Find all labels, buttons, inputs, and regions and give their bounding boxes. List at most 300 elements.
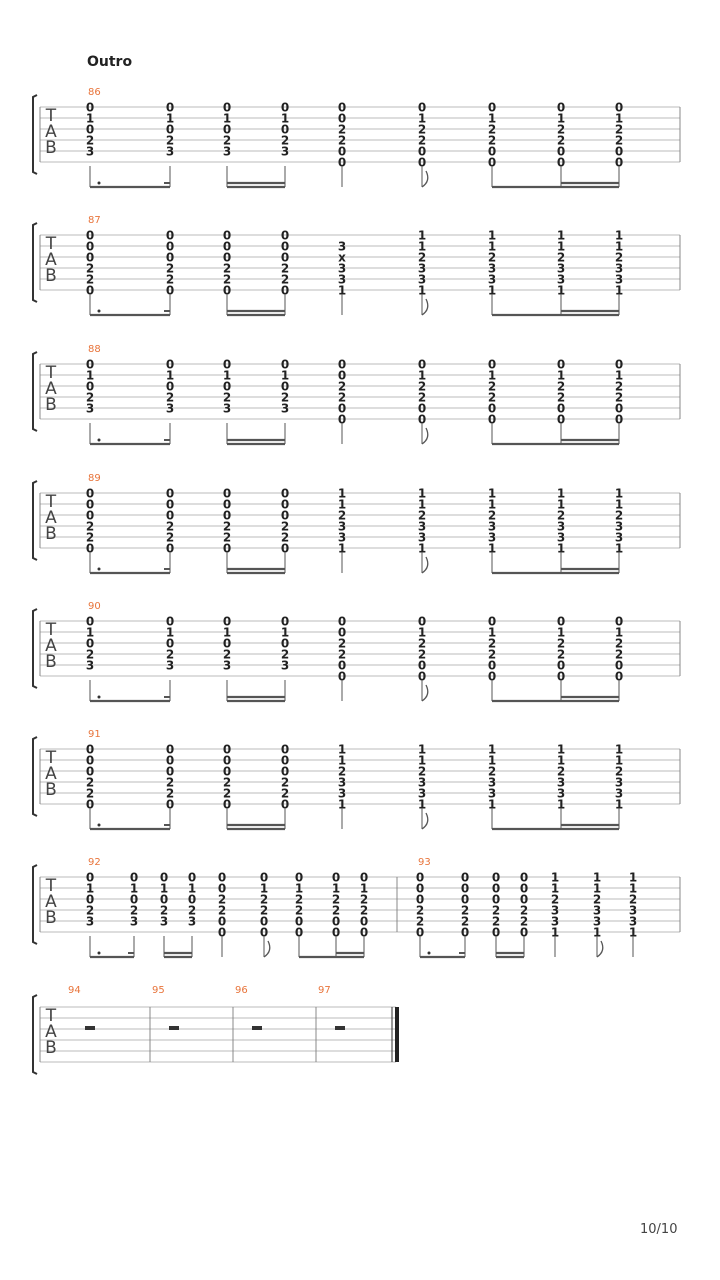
fret-number: 1 bbox=[417, 111, 427, 126]
measure-number: 87 bbox=[88, 215, 101, 226]
fret-number: 1 bbox=[417, 625, 427, 640]
fret-number: 0 bbox=[159, 892, 169, 907]
fret-number: 0 bbox=[259, 925, 269, 940]
fret-number: 0 bbox=[280, 100, 290, 115]
fret-number: 2 bbox=[417, 250, 427, 265]
fret-number: 1 bbox=[550, 870, 560, 885]
fret-number: 0 bbox=[259, 914, 269, 929]
fret-number: 1 bbox=[614, 228, 624, 243]
fret-number: 0 bbox=[165, 250, 175, 265]
fret-number: 2 bbox=[614, 390, 624, 405]
fret-number: 0 bbox=[487, 357, 497, 372]
fret-number: 2 bbox=[85, 133, 95, 148]
fret-number: 2 bbox=[487, 508, 497, 523]
fret-number: 0 bbox=[217, 870, 227, 885]
tab-clef-letter: B bbox=[45, 266, 57, 286]
fret-number: 0 bbox=[222, 764, 232, 779]
fret-number: 1 bbox=[417, 239, 427, 254]
fret-number: 1 bbox=[556, 541, 566, 556]
fret-number: 1 bbox=[550, 881, 560, 896]
fret-number: 0 bbox=[337, 100, 347, 115]
fret-number: 2 bbox=[614, 122, 624, 137]
fret-number: 1 bbox=[165, 625, 175, 640]
fret-number: 3 bbox=[614, 261, 624, 276]
fret-number: 0 bbox=[491, 870, 501, 885]
fret-number: 3 bbox=[487, 519, 497, 534]
fret-number: 1 bbox=[165, 111, 175, 126]
fret-number: 2 bbox=[337, 508, 347, 523]
fret-number: 3 bbox=[556, 261, 566, 276]
fret-number: 2 bbox=[280, 390, 290, 405]
fret-number: 2 bbox=[337, 636, 347, 651]
fret-number: 2 bbox=[222, 272, 232, 287]
fret-number: 2 bbox=[222, 775, 232, 790]
fret-number: 1 bbox=[417, 497, 427, 512]
half-rest bbox=[85, 1026, 95, 1030]
fret-number: 2 bbox=[280, 775, 290, 790]
fret-number: 0 bbox=[222, 357, 232, 372]
fret-number: 3 bbox=[556, 519, 566, 534]
tab-clef-letter: A bbox=[45, 379, 57, 399]
fret-number: 1 bbox=[85, 368, 95, 383]
fret-number: 2 bbox=[337, 764, 347, 779]
fret-number: 2 bbox=[556, 390, 566, 405]
fret-number: 0 bbox=[556, 401, 566, 416]
fret-number: 0 bbox=[280, 228, 290, 243]
fret-number: 3 bbox=[614, 519, 624, 534]
fret-number: 0 bbox=[85, 283, 95, 298]
measure-number: 91 bbox=[88, 729, 101, 740]
fret-number: 1 bbox=[85, 111, 95, 126]
fret-number: 0 bbox=[460, 881, 470, 896]
fret-number: 0 bbox=[165, 100, 175, 115]
fret-number: 2 bbox=[614, 250, 624, 265]
fret-number: 2 bbox=[614, 647, 624, 662]
fret-number: 2 bbox=[222, 133, 232, 148]
fret-number: 0 bbox=[85, 508, 95, 523]
fret-number: 0 bbox=[280, 636, 290, 651]
fret-number: 0 bbox=[165, 357, 175, 372]
fret-number: 2 bbox=[337, 379, 347, 394]
fret-number: 0 bbox=[165, 497, 175, 512]
fret-number: 0 bbox=[165, 122, 175, 137]
fret-number: 0 bbox=[359, 925, 369, 940]
fret-number: 2 bbox=[85, 775, 95, 790]
tab-system-6 bbox=[33, 729, 680, 829]
fret-number: 1 bbox=[628, 881, 638, 896]
fret-number: 0 bbox=[280, 122, 290, 137]
fret-number: 2 bbox=[417, 508, 427, 523]
fret-number: 2 bbox=[165, 390, 175, 405]
system-bracket bbox=[33, 223, 37, 302]
fret-number: 3 bbox=[550, 914, 560, 929]
fret-number: 1 bbox=[337, 541, 347, 556]
fret-number: 0 bbox=[415, 870, 425, 885]
fret-number: 0 bbox=[165, 797, 175, 812]
fret-number: 2 bbox=[165, 261, 175, 276]
fret-number: 0 bbox=[165, 508, 175, 523]
fret-number: 3 bbox=[337, 775, 347, 790]
fret-number: 2 bbox=[337, 133, 347, 148]
fret-number: 0 bbox=[165, 379, 175, 394]
fret-number: 0 bbox=[556, 144, 566, 159]
fret-number: 2 bbox=[491, 914, 501, 929]
note-flag bbox=[264, 941, 270, 957]
fret-number: 0 bbox=[280, 357, 290, 372]
fret-number: 2 bbox=[280, 272, 290, 287]
fret-number: 1 bbox=[487, 228, 497, 243]
fret-number: 0 bbox=[417, 412, 427, 427]
fret-number: 1 bbox=[614, 368, 624, 383]
fret-number: 3 bbox=[85, 914, 95, 929]
tab-system-3 bbox=[33, 344, 680, 444]
fret-number: 0 bbox=[415, 925, 425, 940]
fret-number: 0 bbox=[222, 100, 232, 115]
fret-number: 0 bbox=[417, 100, 427, 115]
fret-number: 0 bbox=[415, 892, 425, 907]
fret-number: 0 bbox=[165, 636, 175, 651]
fret-number: 3 bbox=[337, 786, 347, 801]
fret-number: 1 bbox=[85, 625, 95, 640]
fret-number: 0 bbox=[331, 925, 341, 940]
note-flag bbox=[422, 813, 428, 829]
fret-number: 2 bbox=[337, 122, 347, 137]
fret-number: 0 bbox=[85, 742, 95, 757]
fret-number: 0 bbox=[85, 636, 95, 651]
fret-number: 3 bbox=[280, 401, 290, 416]
fret-number: 0 bbox=[417, 155, 427, 170]
page-number: 10/10 bbox=[640, 1222, 678, 1237]
fret-number: 2 bbox=[337, 647, 347, 662]
fret-number: 0 bbox=[85, 250, 95, 265]
fret-number: 0 bbox=[487, 658, 497, 673]
fret-number: 2 bbox=[491, 903, 501, 918]
tab-clef-letter: T bbox=[45, 106, 57, 126]
fret-number: 2 bbox=[487, 379, 497, 394]
fret-number: 2 bbox=[222, 519, 232, 534]
fret-number: 1 bbox=[614, 742, 624, 757]
fret-number: 1 bbox=[417, 541, 427, 556]
fret-number: 1 bbox=[487, 753, 497, 768]
fret-number: 0 bbox=[280, 797, 290, 812]
fret-number: 0 bbox=[165, 228, 175, 243]
fret-number: 2 bbox=[550, 892, 560, 907]
fret-number: 1 bbox=[592, 870, 602, 885]
fret-number: 0 bbox=[614, 357, 624, 372]
fret-number: 1 bbox=[417, 368, 427, 383]
fret-number: 0 bbox=[487, 614, 497, 629]
fret-number: 3 bbox=[487, 786, 497, 801]
note-flag bbox=[422, 557, 428, 573]
fret-number: 3 bbox=[337, 530, 347, 545]
tab-system-8 bbox=[33, 985, 399, 1074]
fret-number: 0 bbox=[331, 914, 341, 929]
fret-number: 0 bbox=[337, 144, 347, 159]
fret-number: 2 bbox=[165, 775, 175, 790]
fret-number: 3 bbox=[337, 239, 347, 254]
fret-number: 0 bbox=[487, 412, 497, 427]
tab-clef-letter: B bbox=[45, 1038, 57, 1058]
tab-system-4 bbox=[33, 473, 680, 573]
fret-number: 2 bbox=[165, 272, 175, 287]
fret-number: 2 bbox=[556, 133, 566, 148]
fret-number: 3 bbox=[550, 903, 560, 918]
fret-number: 1 bbox=[556, 625, 566, 640]
fret-number: 0 bbox=[85, 486, 95, 501]
fret-number: 0 bbox=[460, 870, 470, 885]
fret-number: 2 bbox=[417, 764, 427, 779]
note-flag bbox=[422, 685, 428, 701]
tab-clef-letter: A bbox=[45, 892, 57, 912]
fret-number: 2 bbox=[187, 903, 197, 918]
fret-number: 0 bbox=[417, 658, 427, 673]
tab-clef-letter: B bbox=[45, 652, 57, 672]
fret-number: 0 bbox=[222, 497, 232, 512]
fret-number: 0 bbox=[359, 870, 369, 885]
fret-number: 1 bbox=[556, 797, 566, 812]
fret-number: 0 bbox=[222, 379, 232, 394]
fret-number: 0 bbox=[337, 614, 347, 629]
fret-number: 3 bbox=[556, 775, 566, 790]
dot-mark bbox=[98, 568, 101, 571]
fret-number: 0 bbox=[556, 100, 566, 115]
fret-number: 0 bbox=[85, 239, 95, 254]
fret-number: 2 bbox=[165, 530, 175, 545]
fret-number: 0 bbox=[85, 797, 95, 812]
fret-number: 0 bbox=[165, 764, 175, 779]
tab-clef-letter: A bbox=[45, 1022, 57, 1042]
fret-number: 0 bbox=[417, 669, 427, 684]
fret-number: 1 bbox=[550, 925, 560, 940]
fret-number: 1 bbox=[487, 742, 497, 757]
fret-number: 0 bbox=[159, 870, 169, 885]
fret-number: 2 bbox=[294, 892, 304, 907]
fret-number: 2 bbox=[85, 390, 95, 405]
fret-number: 3 bbox=[222, 658, 232, 673]
fret-number: 0 bbox=[280, 486, 290, 501]
fret-number: 0 bbox=[222, 753, 232, 768]
tab-clef-letter: T bbox=[45, 363, 57, 383]
tab-clef-letter: T bbox=[45, 1006, 57, 1026]
fret-number: 0 bbox=[487, 669, 497, 684]
fret-number: 2 bbox=[222, 261, 232, 276]
fret-number: 1 bbox=[556, 111, 566, 126]
tab-system-5 bbox=[33, 601, 680, 701]
fret-number: 0 bbox=[614, 155, 624, 170]
note-flag bbox=[422, 299, 428, 315]
fret-number: 0 bbox=[487, 401, 497, 416]
fret-number: 2 bbox=[222, 390, 232, 405]
fret-number: 2 bbox=[85, 903, 95, 918]
fret-number: 3 bbox=[487, 530, 497, 545]
tab-clef-letter: T bbox=[45, 234, 57, 254]
fret-number: 3 bbox=[417, 272, 427, 287]
fret-number: 2 bbox=[159, 903, 169, 918]
fret-number: 0 bbox=[491, 892, 501, 907]
fret-number: 0 bbox=[165, 283, 175, 298]
fret-number: 1 bbox=[222, 368, 232, 383]
fret-number: 1 bbox=[487, 486, 497, 501]
fret-number: 2 bbox=[85, 786, 95, 801]
fret-number: 0 bbox=[417, 357, 427, 372]
fret-number: 0 bbox=[614, 412, 624, 427]
fret-number: 0 bbox=[331, 870, 341, 885]
fret-number: 0 bbox=[217, 925, 227, 940]
fret-number: 0 bbox=[337, 368, 347, 383]
fret-number: 0 bbox=[280, 239, 290, 254]
fret-number: 3 bbox=[487, 775, 497, 790]
fret-number: 1 bbox=[337, 797, 347, 812]
fret-number: 1 bbox=[337, 486, 347, 501]
fret-number: 0 bbox=[491, 925, 501, 940]
fret-number: 0 bbox=[294, 914, 304, 929]
fret-number: 2 bbox=[487, 636, 497, 651]
measure-number: 90 bbox=[88, 601, 101, 612]
fret-number: 0 bbox=[556, 614, 566, 629]
fret-number: 0 bbox=[85, 870, 95, 885]
fret-number: 0 bbox=[280, 742, 290, 757]
fret-number: 0 bbox=[614, 658, 624, 673]
fret-number: 0 bbox=[129, 892, 139, 907]
fret-number: 3 bbox=[556, 530, 566, 545]
fret-number: 0 bbox=[85, 497, 95, 512]
fret-number: 0 bbox=[85, 357, 95, 372]
fret-number: 2 bbox=[331, 892, 341, 907]
dot-mark bbox=[98, 182, 101, 185]
fret-number: 0 bbox=[222, 250, 232, 265]
note-flag bbox=[422, 428, 428, 444]
fret-number: 3 bbox=[187, 914, 197, 929]
fret-number: 1 bbox=[259, 881, 269, 896]
dot-mark bbox=[428, 952, 431, 955]
fret-number: 1 bbox=[592, 925, 602, 940]
fret-number: 2 bbox=[614, 636, 624, 651]
fret-number: 2 bbox=[165, 133, 175, 148]
fret-number: 0 bbox=[280, 379, 290, 394]
fret-number: 3 bbox=[487, 272, 497, 287]
fret-number: 1 bbox=[337, 497, 347, 512]
measure-number: 97 bbox=[318, 985, 331, 996]
fret-number: 0 bbox=[280, 508, 290, 523]
fret-number: 0 bbox=[519, 881, 529, 896]
fret-number: 3 bbox=[417, 786, 427, 801]
half-rest bbox=[252, 1026, 262, 1030]
fret-number: 2 bbox=[259, 903, 269, 918]
fret-number: 3 bbox=[165, 144, 175, 159]
fret-number: 2 bbox=[519, 914, 529, 929]
fret-number: 0 bbox=[487, 100, 497, 115]
fret-number: 2 bbox=[222, 786, 232, 801]
fret-number: 2 bbox=[85, 261, 95, 276]
fret-number: 0 bbox=[85, 541, 95, 556]
fret-number: 0 bbox=[519, 925, 529, 940]
fret-number: 0 bbox=[556, 357, 566, 372]
fret-number: 2 bbox=[460, 914, 470, 929]
tab-clef-letter: A bbox=[45, 764, 57, 784]
system-bracket bbox=[33, 481, 37, 560]
fret-number: 3 bbox=[222, 401, 232, 416]
fret-number: 3 bbox=[222, 144, 232, 159]
fret-number: 2 bbox=[217, 903, 227, 918]
fret-number: 2 bbox=[417, 647, 427, 662]
fret-number: 3 bbox=[592, 903, 602, 918]
fret-number: 2 bbox=[487, 764, 497, 779]
fret-number: 0 bbox=[280, 614, 290, 629]
fret-number: 0 bbox=[556, 155, 566, 170]
fret-number: 2 bbox=[556, 764, 566, 779]
fret-number: 1 bbox=[165, 368, 175, 383]
fret-number: 0 bbox=[280, 764, 290, 779]
fret-number: 0 bbox=[280, 250, 290, 265]
fret-number: 2 bbox=[294, 903, 304, 918]
fret-number: 0 bbox=[337, 111, 347, 126]
fret-number: 1 bbox=[222, 625, 232, 640]
fret-number: 0 bbox=[359, 914, 369, 929]
fret-number: 1 bbox=[417, 753, 427, 768]
fret-number: 0 bbox=[165, 753, 175, 768]
fret-number: 0 bbox=[222, 228, 232, 243]
fret-number: 1 bbox=[417, 228, 427, 243]
fret-number: 0 bbox=[337, 412, 347, 427]
fret-number: 2 bbox=[359, 903, 369, 918]
fret-number: 0 bbox=[556, 669, 566, 684]
fret-number: 1 bbox=[417, 797, 427, 812]
fret-number: 0 bbox=[417, 401, 427, 416]
fret-number: 1 bbox=[614, 239, 624, 254]
fret-number: 0 bbox=[222, 283, 232, 298]
fret-number: 0 bbox=[217, 881, 227, 896]
fret-number: 0 bbox=[614, 401, 624, 416]
fret-number: 2 bbox=[259, 892, 269, 907]
fret-number: 3 bbox=[592, 914, 602, 929]
fret-number: 0 bbox=[294, 870, 304, 885]
fret-number: 1 bbox=[628, 870, 638, 885]
fret-number: 2 bbox=[556, 379, 566, 394]
fret-number: 2 bbox=[556, 508, 566, 523]
fret-number: 0 bbox=[614, 669, 624, 684]
fret-number: 1 bbox=[614, 625, 624, 640]
dot-mark bbox=[98, 824, 101, 827]
fret-number: 3 bbox=[614, 786, 624, 801]
fret-number: 0 bbox=[187, 892, 197, 907]
fret-number: 2 bbox=[417, 390, 427, 405]
tab-clef-letter: A bbox=[45, 636, 57, 656]
fret-number: 0 bbox=[85, 122, 95, 137]
fret-number: 0 bbox=[217, 914, 227, 929]
fret-number: 1 bbox=[487, 283, 497, 298]
fret-number: 2 bbox=[487, 133, 497, 148]
fret-number: 1 bbox=[556, 742, 566, 757]
fret-number: 1 bbox=[614, 283, 624, 298]
fret-number: 0 bbox=[129, 870, 139, 885]
fret-number: 3 bbox=[85, 658, 95, 673]
fret-number: 2 bbox=[614, 508, 624, 523]
fret-number: 3 bbox=[337, 261, 347, 276]
fret-number: 1 bbox=[280, 368, 290, 383]
fret-number: 2 bbox=[592, 892, 602, 907]
fret-number: 2 bbox=[165, 647, 175, 662]
fret-number: 1 bbox=[417, 742, 427, 757]
measure-number: 88 bbox=[88, 344, 101, 355]
fret-number: 0 bbox=[556, 658, 566, 673]
fret-number: 3 bbox=[614, 272, 624, 287]
fret-number: 1 bbox=[331, 881, 341, 896]
fret-number: 1 bbox=[487, 239, 497, 254]
fret-number: 3 bbox=[614, 775, 624, 790]
fret-number: 0 bbox=[337, 625, 347, 640]
fret-number: 0 bbox=[85, 753, 95, 768]
fret-number: 0 bbox=[614, 100, 624, 115]
